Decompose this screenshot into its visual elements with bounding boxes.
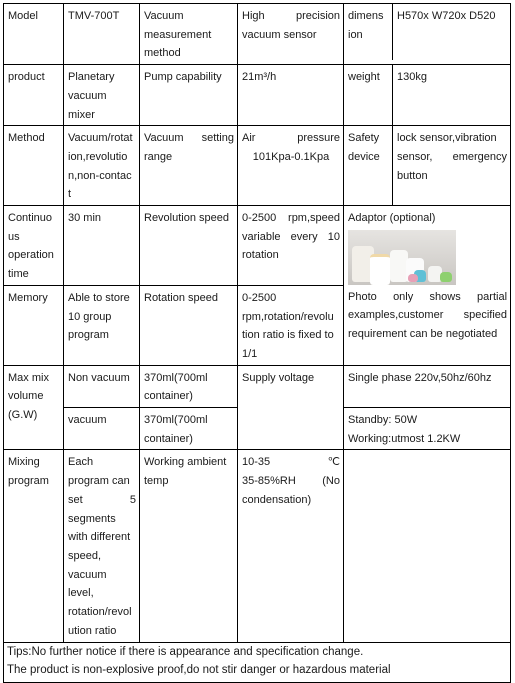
label-dimension: dimens ion H570x W720x D520 [344, 4, 511, 65]
value-vacuum-setting-range: Air pressure 101Kpa-0.1Kpa [238, 126, 344, 206]
value-working-ambient-temp: 10-35 ℃ 35-85%RH (No condensation) [238, 450, 344, 642]
label-vacuum-setting-range: Vacuum setting range [140, 126, 238, 206]
table-row [4, 4, 511, 65]
label-supply-voltage: Supply voltage [238, 365, 344, 450]
value-vacuum: 370ml(700ml container) [140, 408, 238, 450]
adaptor-cell: Adaptor (optional) Photo only shows partial examples,customer specified requirement can be negotiated [344, 206, 511, 366]
value-non-vacuum: 370ml(700ml container) [140, 365, 238, 407]
value-method: Vacuum/rotat ion,revolutio n,non-contac t [64, 126, 140, 206]
label-memory: Memory [4, 285, 64, 365]
label-safety-device: Safety device [344, 126, 393, 206]
label-continuous-operation: Continuo us operation time [4, 206, 64, 286]
jar-image [408, 274, 418, 282]
label-working-ambient-temp: Working ambient temp [140, 450, 238, 642]
value-revolution-speed: 0-2500 rpm,speed variable every 10 rotation [238, 206, 344, 286]
value-mixing-program: Each program can set 5 segments with different speed, vacuum level, rotation/revol ution ratio [64, 450, 140, 642]
value-power: Standby: 50W Working:utmost 1.2KW [344, 408, 511, 450]
table-row [4, 65, 511, 126]
label-vacuum-measurement: Vacuum measurement method [140, 4, 238, 65]
jar-image [370, 254, 390, 285]
table-row [4, 450, 511, 642]
value-model: TMV-700T [64, 4, 140, 65]
label-model: Model [4, 4, 64, 65]
label-pump-capability: Pump capability [140, 65, 238, 126]
label-mixing-program: Mixing program [4, 450, 64, 642]
label-method: Method [4, 126, 64, 206]
jar-image [440, 272, 452, 282]
table-row [4, 206, 511, 286]
table-row [4, 126, 511, 206]
value-continuous-operation: 30 min [64, 206, 140, 286]
label-revolution-speed: Revolution speed [140, 206, 238, 286]
label-vacuum: vacuum [64, 408, 140, 450]
product-photo [348, 230, 456, 285]
specification-table [3, 3, 511, 683]
label-product: product [4, 65, 64, 126]
value-product: Planetary vacuum mixer [64, 65, 140, 126]
label-rotation-speed: Rotation speed [140, 285, 238, 365]
value-safety-device: lock sensor,vibration sensor, emergency button [393, 126, 511, 206]
value-supply-voltage: Single phase 220v,50hz/60hz [344, 365, 511, 407]
adaptor-title: Adaptor (optional) [348, 212, 436, 225]
label-max-mix-volume: Max mix volume (G.W) [4, 365, 64, 450]
value-pump-capability: 21m³/h [238, 65, 344, 126]
value-memory: Able to store 10 group program [64, 285, 140, 365]
table-row [4, 365, 511, 407]
value-vacuum-measurement: High precision vacuum sensor [238, 4, 344, 65]
value-rotation-speed: 0-2500 rpm,rotation/revolu tion ratio is fixed to 1/1 [238, 285, 344, 365]
table-row [4, 642, 511, 682]
tips-note: Tips:No further notice if there is appearance and specification change. The product is non-explosive proof,do not stir danger or hazardous material [4, 642, 511, 682]
label-weight: weight [344, 65, 393, 126]
empty-cell [344, 450, 511, 642]
label-non-vacuum: Non vacuum [64, 365, 140, 407]
value-weight: 130kg [393, 65, 511, 126]
value-dimension: H570x W720x D520 [397, 10, 496, 22]
